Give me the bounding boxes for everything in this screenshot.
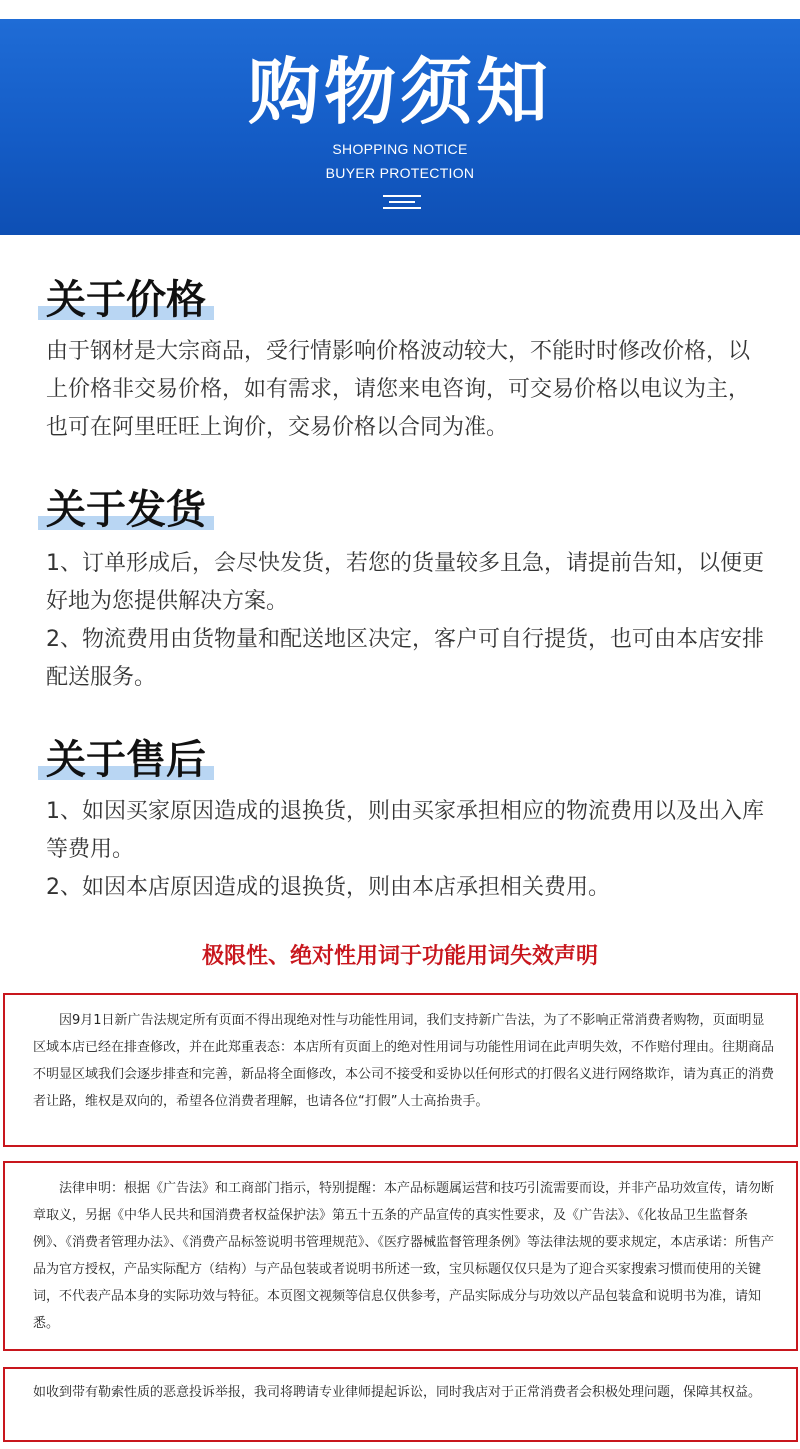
paragraph: 2、物流费用由货物量和配送地区决定，客户可自行提货，也可由本店安排配送服务。: [46, 627, 764, 690]
paragraph: 2、如因本店原因造成的退换货，则由本店承担相关费用。: [46, 875, 610, 900]
section-heading-text: 关于价格: [46, 277, 206, 323]
section-body: [46, 333, 770, 447]
notice-box-ad-law: [3, 993, 798, 1147]
decorative-lines-icon: [383, 195, 421, 209]
section-body: [46, 793, 770, 907]
paragraph: 由于钢材是大宗商品，受行情影响价格波动较大，不能时时修改价格，以上价格非交易价格，如有需求，请您来电咨询，可交易价格以电议为主，也可在阿里旺旺上询价，交易价格以合同为准。: [46, 339, 751, 440]
section-heading-text: 关于发货: [46, 487, 206, 533]
notice-title: 极限性、绝对性用词于功能用词失效声明: [201, 944, 598, 969]
paragraph: 1、如因买家原因造成的退换货，则由买家承担相应的物流费用以及出入库等费用。: [46, 799, 764, 862]
subtitle-buyer-protection: BUYER PROTECTION: [325, 165, 475, 181]
paragraph: 1、订单形成后，会尽快发货，若您的货量较多且急，请提前告知，以便更好地为您提供解决方案。: [46, 551, 764, 614]
section-heading-text: 关于售后: [46, 737, 206, 783]
subtitle-shopping-notice: SHOPPING NOTICE: [332, 141, 468, 157]
notice-text: 法律申明：根据《广告法》和工商部门指示，特别提醒：本产品标题属运营和技巧引流需要而设，并非产品功效宣传，请勿断章取义，另据《中华人民共和国消费者权益保护法》第五十五条的产品宣传的真实性要求，及《广告法》、《化妆品卫生监督条例》、《消费者管理办法》、《消费产品标签说明书管理规范》、《医疗器械监督管理条例》等法律法规的要求规定，本店承诺：所售产品为官方授权，产品实际配方（结构）与产品包装或者说明书所述一致，宝贝标题仅仅只是为了迎合买家搜索习惯而使用的关键词，不代表产品本身的实际功效与特征。本页图文视频等信息仅供参考，产品实际成分与功效以产品包装盒和说明书为准，请知悉。: [33, 1181, 775, 1331]
notice-box-legal: [3, 1161, 798, 1351]
notice-text: 如收到带有勒索性质的恶意投诉举报，我司将聘请专业律师提起诉讼，同时我店对于正常消费者会积极处理问题，保障其权益。: [33, 1385, 762, 1400]
section-body: [46, 545, 770, 697]
notice-text: 因9月1日新广告法规定所有页面不得出现绝对性与功能性用词，我们支持新广告法，为了不影响正常消费者购物，页面明显区域本店已经在排查修改，并在此郑重表态：本店所有页面上的绝对性用词与功能性用词在此声明失效，不作赔付理由。往期商品不明显区域我们会逐步排查和完善，新品将全面修改，本公司不接受和妥协以任何形式的打假名义进行网络欺诈，请为真正的消费者让路，维权是双向的，希望各位消费者理解，也请各位“打假”人士高抬贵手。: [33, 1013, 775, 1109]
notice-box-complaint: [3, 1367, 798, 1442]
header-banner: [0, 19, 800, 235]
page-title: 购物须知: [247, 50, 552, 134]
